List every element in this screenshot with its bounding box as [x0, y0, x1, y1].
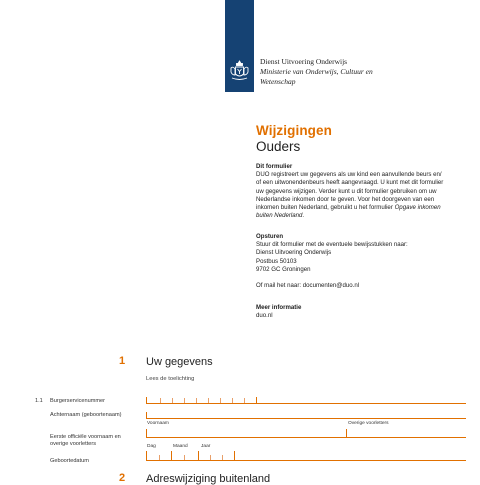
intro-line: Nederlandse inkomen door te geven. Voor het doorgeven van een	[256, 195, 435, 203]
birthdate-underline	[146, 460, 466, 461]
intro-heading: Dit formulier	[256, 163, 293, 170]
more-info-block	[256, 304, 471, 320]
firstnames-underline	[146, 437, 466, 438]
surname-underline	[146, 418, 466, 419]
coat-of-arms-icon	[229, 60, 250, 82]
form-reference: Opgave inkomen	[394, 204, 441, 212]
bsn-divider	[232, 398, 233, 403]
intro-line: DUO registreert uw gegevens als uw kind een aanvullende beurs en/	[256, 171, 442, 179]
month-sublabel: Maand	[173, 444, 188, 449]
birthdate-divider	[159, 455, 160, 460]
form-title: Wijzigingen	[256, 123, 332, 138]
initials-sublabel: Overige voorletters	[348, 421, 389, 426]
birthdate-divider	[171, 451, 172, 460]
section-1-number: 1	[119, 355, 126, 367]
section-1-title: Uw gegevens	[146, 356, 213, 368]
bsn-underline	[146, 403, 466, 404]
bsn-divider	[196, 398, 197, 403]
birthdate-divider	[184, 455, 185, 460]
firstnames-divider	[346, 429, 347, 437]
bsn-divider	[208, 398, 209, 403]
intro-line: of een uitwonendenbeurs heeft aangevraagd. U kunt met dit formulier	[256, 179, 444, 187]
send-line: Stuur dit formulier met de eventuele bewijsstukken naar:	[256, 241, 408, 249]
intro-block	[256, 163, 471, 220]
firstnames-divider	[146, 429, 147, 437]
form-reference-2: buiten Nederland	[256, 212, 303, 220]
send-line: Dienst Uitvoering Onderwijs	[256, 249, 332, 257]
send-heading: Opsturen	[256, 233, 284, 240]
send-block	[256, 233, 471, 290]
birthdate-divider	[210, 455, 211, 460]
send-mail: Of mail het naar: documenten@duo.nl	[256, 282, 360, 290]
organization-name	[260, 57, 373, 87]
form-subtitle: Ouders	[256, 139, 301, 154]
send-line: Postbus 50103	[256, 257, 297, 265]
birthdate-divider	[234, 451, 235, 460]
hint-read-explanation: Lees de toelichting	[146, 376, 195, 382]
birthdate-divider	[146, 451, 147, 460]
intro-line: uw gegevens wijzigen. Verder kunt u dit formulier gebruiken om uw	[256, 187, 437, 195]
ministry-line-2: Wetenschap	[260, 77, 296, 86]
question-number: 1.1	[35, 398, 43, 404]
ministry-line-1: Ministerie van Onderwijs, Cultuur en	[260, 67, 373, 76]
intro-line-ref-end	[256, 212, 471, 220]
firstnames-label-2: overige voorletters	[50, 441, 97, 447]
org-name: Dienst Uitvoering Onderwijs	[260, 57, 348, 66]
bsn-divider	[160, 398, 161, 403]
first-name-sublabel: Voornaam	[147, 421, 169, 426]
bsn-divider	[184, 398, 185, 403]
birthdate-divider	[222, 455, 223, 460]
bsn-label: Burgerservicenummer	[50, 398, 106, 404]
bsn-divider	[244, 398, 245, 403]
birthdate-label: Geboortedatum	[50, 458, 89, 464]
year-sublabel: Jaar	[201, 444, 211, 449]
bsn-divider	[146, 397, 147, 403]
section-2-title: Adreswijziging buitenland	[146, 473, 271, 485]
birthdate-divider	[198, 451, 199, 460]
section-2-number: 2	[119, 472, 126, 484]
bsn-divider	[172, 398, 173, 403]
logo-bar	[225, 0, 254, 92]
intro-line: inkomen buiten Nederland, gebruikt u het formulier	[256, 204, 393, 212]
bsn-divider	[256, 397, 257, 403]
surname-divider	[146, 412, 147, 418]
bsn-divider	[220, 398, 221, 403]
surname-label: Achternaam (geboortenaam)	[50, 412, 122, 418]
send-line: 9702 GC Groningen	[256, 265, 311, 273]
more-info-heading: Meer informatie	[256, 304, 302, 311]
intro-line-with-ref	[256, 204, 471, 212]
more-info-link[interactable]: duo.nl	[256, 312, 273, 320]
firstnames-label-1: Eerste officiële voornaam en	[50, 434, 121, 440]
intro-end: .	[302, 212, 305, 220]
day-sublabel: Dag	[147, 444, 156, 449]
